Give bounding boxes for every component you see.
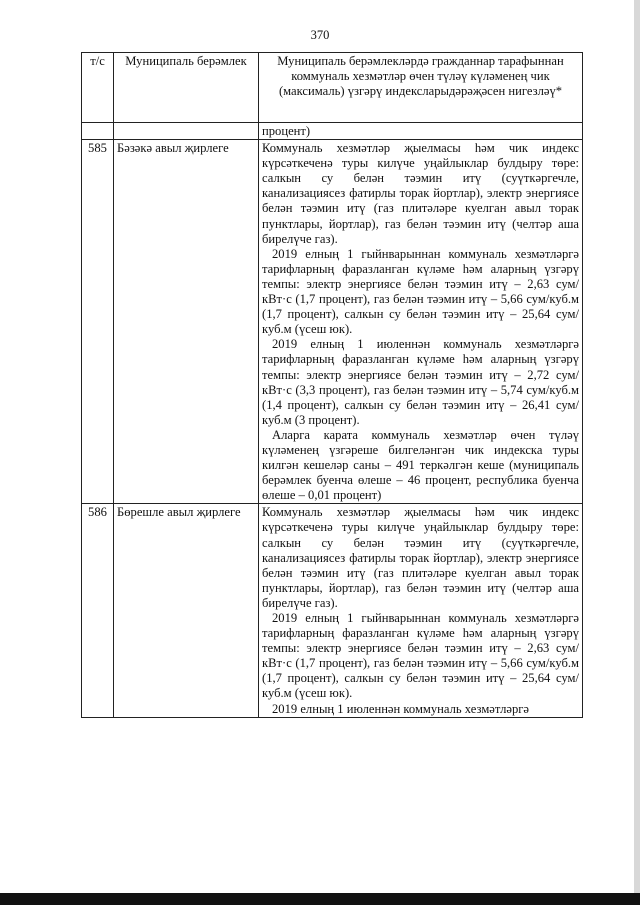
paragraph-january-tariffs: 2019 елның 1 гыйнварыннан коммуналь хезмәтләргә тарифларның фаразланган күләме һәм аларның үзгәрү темпы: электр энергиясе белән тәэмин итү – 2,63 сум/кВт·с (1,7 процент), газ белән тәэмин итү – 5,66 сум/куб.м (1,7 процент), салкын су белән тәэмин итү – 25,64 сум/куб.м (үсеш юк). xyxy=(262,611,579,701)
tariff-table xyxy=(81,52,583,718)
row-justification xyxy=(259,140,583,504)
row-municipality: Бөрешле авыл җирлеге xyxy=(114,504,259,717)
paragraph-january-tariffs: 2019 елның 1 гыйнварыннан коммуналь хезмәтләргә тарифларның фаразланган күләме һәм аларның үзгәрү темпы: электр энергиясе белән тәэмин итү – 2,63 сум/кВт·с (1,7 процент), газ белән тәэмин итү – 5,66 сум/куб.м (1,7 процент), салкын су белән тәэмин итү – 25,64 сум/куб.м (үсеш юк). xyxy=(262,246,579,337)
continuation-empty-num xyxy=(82,123,114,140)
continuation-text: процент) xyxy=(259,123,583,140)
paragraph-july-tariffs: 2019 елның 1 июленнән коммуналь хезмәтләргә xyxy=(272,701,529,716)
table-header-row xyxy=(82,53,583,123)
scan-right-edge xyxy=(634,0,640,905)
paragraph-amenities: Коммуналь хезмәтләр җыелмасы һәм чик индекс күрсәткеченә туры килүче уңайлыклар булдыру төре: салкын су белән тәэмин итү (суүткәргечле, канализациясез фатирлы торак йортлар), электр энергиясе белән тәэмин итү (газ плитәләре куелган авыл торак пунктлары, йортлар), газ белән тәэмин итү (челтәр аша бирелүче газ). xyxy=(262,141,579,246)
header-number: т/с xyxy=(82,53,114,123)
header-municipality: Муниципаль берәмлек xyxy=(114,53,259,123)
row-municipality: Бәзәкә авыл җирлеге xyxy=(114,140,259,504)
table-row xyxy=(82,140,583,504)
paragraph-amenities: Коммуналь хезмәтләр җыелмасы һәм чик индекс күрсәткеченә туры килүче уңайлыклар булдыру төре: салкын су белән тәэмин итү (суүткәргечле, канализациясез фатирлы торак йортлар), электр энергиясе белән тәэмин итү (газ плитәләре куелган авыл торак пунктлары, йортлар), газ белән тәэмин итү (челтәр аша бирелүче газ). xyxy=(262,505,579,610)
continuation-empty-name xyxy=(114,123,259,140)
paragraph-july-tariffs: 2019 елның 1 июленнән коммуналь хезмәтләргә тарифларның фаразланган күләме һәм аларның үзгәрү темпы: электр энергиясе белән тәэмин итү – 2,72 сум/кВт·с (3,3 процент), газ белән тәэмин итү – 5,74 сум/куб.м (1,4 процент), салкын су белән тәэмин итү – 26,41 сум/куб.м (3 процент). xyxy=(262,337,579,427)
row-number: 586 xyxy=(82,504,114,717)
row-justification xyxy=(259,504,583,717)
row-number: 585 xyxy=(82,140,114,504)
page-number: 370 xyxy=(310,28,330,42)
header-justification: Муниципаль берәмлекләрдә гражданнар тарафыннан коммуналь хезмәтләр өчен түләү күләменең чик (максималь) үзгәрү индексларыдәрәҗәсен нигезләү* xyxy=(259,53,583,123)
continuation-row xyxy=(82,123,583,140)
table-row xyxy=(82,504,583,717)
scan-bottom-edge xyxy=(0,893,640,905)
paragraph-people-count: Аларга карата коммуналь хезмәтләр өчен түләү күләменең үзгәреше билгеләнгән чик индекска туры килгән кешеләр саны – 491 теркәлгән кеше (муниципаль берәмлек буенча өлеше – 46 процент, республика буенча өлеше – 0,01 процент) xyxy=(262,427,579,503)
